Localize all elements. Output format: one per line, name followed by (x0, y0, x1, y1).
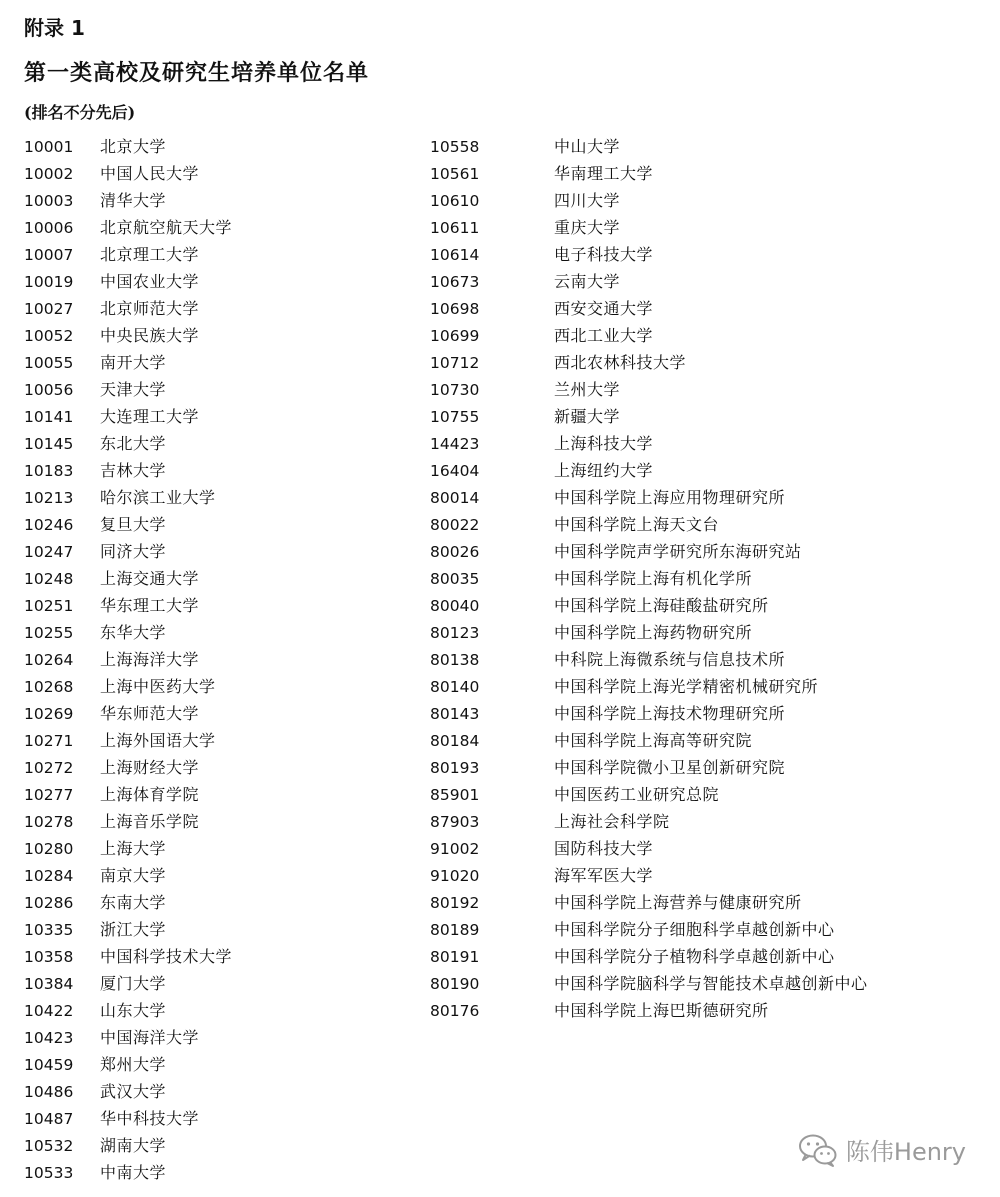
list-item (430, 892, 868, 919)
institution-name: 同济大学 (100, 542, 167, 561)
institution-name: 上海交通大学 (100, 569, 200, 588)
institution-code: 10358 (24, 948, 74, 966)
list-item (430, 271, 868, 298)
institution-code: 87903 (430, 813, 480, 831)
list-item (24, 514, 232, 541)
institution-name: 中科院上海微系统与信息技术所 (554, 650, 786, 669)
list-item (430, 865, 868, 892)
institution-code: 10001 (24, 138, 74, 156)
list-item (430, 838, 868, 865)
institution-code: 10247 (24, 543, 74, 561)
institution-name: 中国科学院微小卫星创新研究院 (554, 758, 786, 777)
institution-code: 10278 (24, 813, 74, 831)
list-item (24, 946, 232, 973)
institution-name: 上海海洋大学 (100, 650, 200, 669)
list-item (430, 622, 868, 649)
institution-name: 中国科学院上海技术物理研究所 (554, 704, 786, 723)
institution-code: 10183 (24, 462, 74, 480)
institution-name: 上海外国语大学 (100, 731, 216, 750)
institution-code: 10533 (24, 1164, 74, 1182)
institution-name: 四川大学 (554, 191, 621, 210)
list-item (24, 892, 232, 919)
list-item (430, 244, 868, 271)
institution-name: 中国农业大学 (100, 272, 200, 291)
institution-name: 哈尔滨工业大学 (100, 488, 216, 507)
list-item (24, 244, 232, 271)
institution-name: 中国海洋大学 (100, 1028, 200, 1047)
institution-code: 10019 (24, 273, 74, 291)
institution-name: 中国科学院上海应用物理研究所 (554, 488, 786, 507)
institution-name: 中南大学 (100, 1163, 167, 1182)
institution-code: 80138 (430, 651, 480, 669)
institution-code: 10335 (24, 921, 74, 939)
institution-name: 上海科技大学 (554, 434, 654, 453)
list-item (430, 649, 868, 676)
list-item (24, 649, 232, 676)
list-item (24, 379, 232, 406)
list-item (24, 406, 232, 433)
institution-code: 10052 (24, 327, 74, 345)
institution-name: 中国科学院上海药物研究所 (554, 623, 753, 642)
list-item (24, 676, 232, 703)
list-item (430, 784, 868, 811)
institution-name: 天津大学 (100, 380, 167, 399)
institution-name: 兰州大学 (554, 380, 621, 399)
institution-name: 中国科学院上海有机化学所 (554, 569, 753, 588)
institution-name: 华东理工大学 (100, 596, 200, 615)
institution-code: 91020 (430, 867, 480, 885)
institution-code: 10614 (430, 246, 480, 264)
list-item (24, 757, 232, 784)
institution-name: 中国科学院上海巴斯德研究所 (554, 1001, 769, 1020)
list-item (24, 352, 232, 379)
institution-name: 中山大学 (554, 137, 621, 156)
institution-name: 云南大学 (554, 272, 621, 291)
list-item (24, 784, 232, 811)
page-title: 第一类高校及研究生培养单位名单 (24, 60, 370, 86)
institution-code: 10699 (430, 327, 480, 345)
list-item (24, 325, 232, 352)
watermark-text: 陈伟Henry (845, 1138, 966, 1166)
institution-code: 85901 (430, 786, 480, 804)
institution-name: 南京大学 (100, 866, 167, 885)
institution-code: 80014 (430, 489, 480, 507)
list-item (430, 190, 868, 217)
institution-name: 电子科技大学 (554, 245, 654, 264)
list-item (430, 379, 868, 406)
list-item (430, 973, 868, 1000)
institution-name: 吉林大学 (100, 461, 167, 480)
institution-code: 10251 (24, 597, 74, 615)
institution-code: 80123 (430, 624, 480, 642)
list-item (430, 757, 868, 784)
institution-name: 上海社会科学院 (554, 812, 670, 831)
institution-code: 10487 (24, 1110, 74, 1128)
institution-code: 10268 (24, 678, 74, 696)
institution-name: 北京理工大学 (100, 245, 200, 264)
wechat-icon (798, 1133, 838, 1167)
list-item (24, 1162, 232, 1189)
list-item (24, 973, 232, 1000)
institution-code: 10272 (24, 759, 74, 777)
list-item (24, 271, 232, 298)
list-item (24, 865, 232, 892)
institution-name: 海军军医大学 (554, 866, 654, 885)
institution-name: 东华大学 (100, 623, 167, 642)
institution-code: 10006 (24, 219, 74, 237)
list-item (430, 703, 868, 730)
institution-name: 北京师范大学 (100, 299, 200, 318)
institution-code: 10486 (24, 1083, 74, 1101)
list-item (24, 217, 232, 244)
list-item (24, 460, 232, 487)
institution-name: 新疆大学 (554, 407, 621, 426)
list-item (24, 1081, 232, 1108)
institution-code: 80022 (430, 516, 480, 534)
institution-code: 10246 (24, 516, 74, 534)
institution-name: 中国医药工业研究总院 (554, 785, 720, 804)
list-item (24, 163, 232, 190)
institution-code: 80184 (430, 732, 480, 750)
institution-name: 西安交通大学 (554, 299, 654, 318)
institution-code: 10284 (24, 867, 74, 885)
list-item (24, 1054, 232, 1081)
institution-name: 浙江大学 (100, 920, 167, 939)
institution-name: 清华大学 (100, 191, 167, 210)
institution-code: 10561 (430, 165, 480, 183)
list-item (24, 1108, 232, 1135)
institution-code: 10002 (24, 165, 74, 183)
institution-name: 武汉大学 (100, 1082, 167, 1101)
institution-code: 10280 (24, 840, 74, 858)
institution-code: 10055 (24, 354, 74, 372)
institution-code: 80189 (430, 921, 480, 939)
list-item (430, 946, 868, 973)
institution-code: 80040 (430, 597, 480, 615)
institution-code: 10532 (24, 1137, 74, 1155)
institution-name: 中国人民大学 (100, 164, 200, 183)
institution-name: 中国科学院上海天文台 (554, 515, 720, 534)
list-item (430, 487, 868, 514)
institution-list-left (24, 136, 232, 1189)
list-item (24, 298, 232, 325)
institution-code: 10264 (24, 651, 74, 669)
list-item (430, 676, 868, 703)
institution-name: 中国科学院上海高等研究院 (554, 731, 753, 750)
institution-name: 上海中医药大学 (100, 677, 216, 696)
institution-code: 16404 (430, 462, 480, 480)
list-item (430, 811, 868, 838)
institution-code: 91002 (430, 840, 480, 858)
institution-code: 10755 (430, 408, 480, 426)
institution-name: 上海大学 (100, 839, 167, 858)
institution-name: 中国科学院上海硅酸盐研究所 (554, 596, 769, 615)
list-item (430, 298, 868, 325)
list-item (430, 919, 868, 946)
institution-code: 80140 (430, 678, 480, 696)
institution-name: 西北农林科技大学 (554, 353, 687, 372)
institution-name: 上海音乐学院 (100, 812, 200, 831)
institution-code: 80192 (430, 894, 480, 912)
list-item (430, 460, 868, 487)
list-item (24, 568, 232, 595)
institution-code: 10286 (24, 894, 74, 912)
appendix-label: 附录 1 (24, 16, 85, 40)
list-item (24, 730, 232, 757)
list-item (430, 568, 868, 595)
institution-name: 上海体育学院 (100, 785, 200, 804)
institution-code: 10673 (430, 273, 480, 291)
institution-name: 西北工业大学 (554, 326, 654, 345)
list-item (24, 487, 232, 514)
institution-code: 10213 (24, 489, 74, 507)
institution-code: 10056 (24, 381, 74, 399)
institution-name: 华东师范大学 (100, 704, 200, 723)
list-item (24, 622, 232, 649)
list-item (24, 136, 232, 163)
institution-code: 10141 (24, 408, 74, 426)
institution-code: 10255 (24, 624, 74, 642)
list-item (24, 919, 232, 946)
institution-name: 上海财经大学 (100, 758, 200, 777)
list-item (24, 433, 232, 460)
list-item (430, 1000, 868, 1027)
institution-name: 中央民族大学 (100, 326, 200, 345)
institution-name: 北京航空航天大学 (100, 218, 233, 237)
institution-code: 80143 (430, 705, 480, 723)
institution-name: 中国科学院脑科学与智能技术卓越创新中心 (554, 974, 868, 993)
watermark (798, 1132, 966, 1167)
institution-list-right (430, 136, 868, 1027)
list-item (24, 190, 232, 217)
institution-name: 东南大学 (100, 893, 167, 912)
institution-name: 复旦大学 (100, 515, 167, 534)
list-item (430, 325, 868, 352)
institution-name: 山东大学 (100, 1001, 167, 1020)
institution-name: 湖南大学 (100, 1136, 167, 1155)
institution-name: 重庆大学 (554, 218, 621, 237)
institution-code: 10698 (430, 300, 480, 318)
institution-name: 国防科技大学 (554, 839, 654, 858)
institution-name: 中国科学院分子细胞科学卓越创新中心 (554, 920, 835, 939)
list-item (24, 811, 232, 838)
institution-name: 中国科学院上海光学精密机械研究所 (554, 677, 819, 696)
institution-code: 80176 (430, 1002, 480, 1020)
institution-code: 10610 (430, 192, 480, 210)
list-item (24, 703, 232, 730)
institution-code: 10384 (24, 975, 74, 993)
list-item (430, 730, 868, 757)
list-item (430, 136, 868, 163)
institution-code: 14423 (430, 435, 480, 453)
list-item (24, 595, 232, 622)
institution-code: 10003 (24, 192, 74, 210)
institution-code: 10277 (24, 786, 74, 804)
institution-name: 东北大学 (100, 434, 167, 453)
list-item (430, 514, 868, 541)
list-item (430, 352, 868, 379)
institution-code: 10730 (430, 381, 480, 399)
institution-name: 中国科学院分子植物科学卓越创新中心 (554, 947, 835, 966)
list-item (430, 595, 868, 622)
institution-name: 南开大学 (100, 353, 167, 372)
list-item (430, 541, 868, 568)
institution-code: 10007 (24, 246, 74, 264)
institution-name: 中国科学院声学研究所东海研究站 (554, 542, 802, 561)
institution-name: 中国科学技术大学 (100, 947, 233, 966)
list-item (430, 406, 868, 433)
institution-code: 80035 (430, 570, 480, 588)
institution-name: 大连理工大学 (100, 407, 200, 426)
institution-name: 郑州大学 (100, 1055, 167, 1074)
list-item (24, 1000, 232, 1027)
institution-code: 80191 (430, 948, 480, 966)
institution-code: 10558 (430, 138, 480, 156)
institution-code: 10423 (24, 1029, 74, 1047)
institution-code: 10269 (24, 705, 74, 723)
institution-code: 80190 (430, 975, 480, 993)
institution-name: 厦门大学 (100, 974, 167, 993)
institution-code: 10422 (24, 1002, 74, 1020)
institution-code: 10248 (24, 570, 74, 588)
list-item (430, 163, 868, 190)
institution-code: 80193 (430, 759, 480, 777)
institution-code: 10027 (24, 300, 74, 318)
institution-name: 华南理工大学 (554, 164, 654, 183)
institution-name: 中国科学院上海营养与健康研究所 (554, 893, 802, 912)
institution-name: 北京大学 (100, 137, 167, 156)
list-item (430, 217, 868, 244)
list-item (24, 838, 232, 865)
institution-code: 10712 (430, 354, 480, 372)
institution-code: 10611 (430, 219, 480, 237)
list-item (430, 433, 868, 460)
institution-code: 10459 (24, 1056, 74, 1074)
institution-code: 10145 (24, 435, 74, 453)
institution-name: 上海纽约大学 (554, 461, 654, 480)
institution-name: 华中科技大学 (100, 1109, 200, 1128)
list-item (24, 541, 232, 568)
list-item (24, 1027, 232, 1054)
list-item (24, 1135, 232, 1162)
institution-code: 10271 (24, 732, 74, 750)
institution-code: 80026 (430, 543, 480, 561)
page-subtitle: (排名不分先后) (24, 103, 136, 122)
